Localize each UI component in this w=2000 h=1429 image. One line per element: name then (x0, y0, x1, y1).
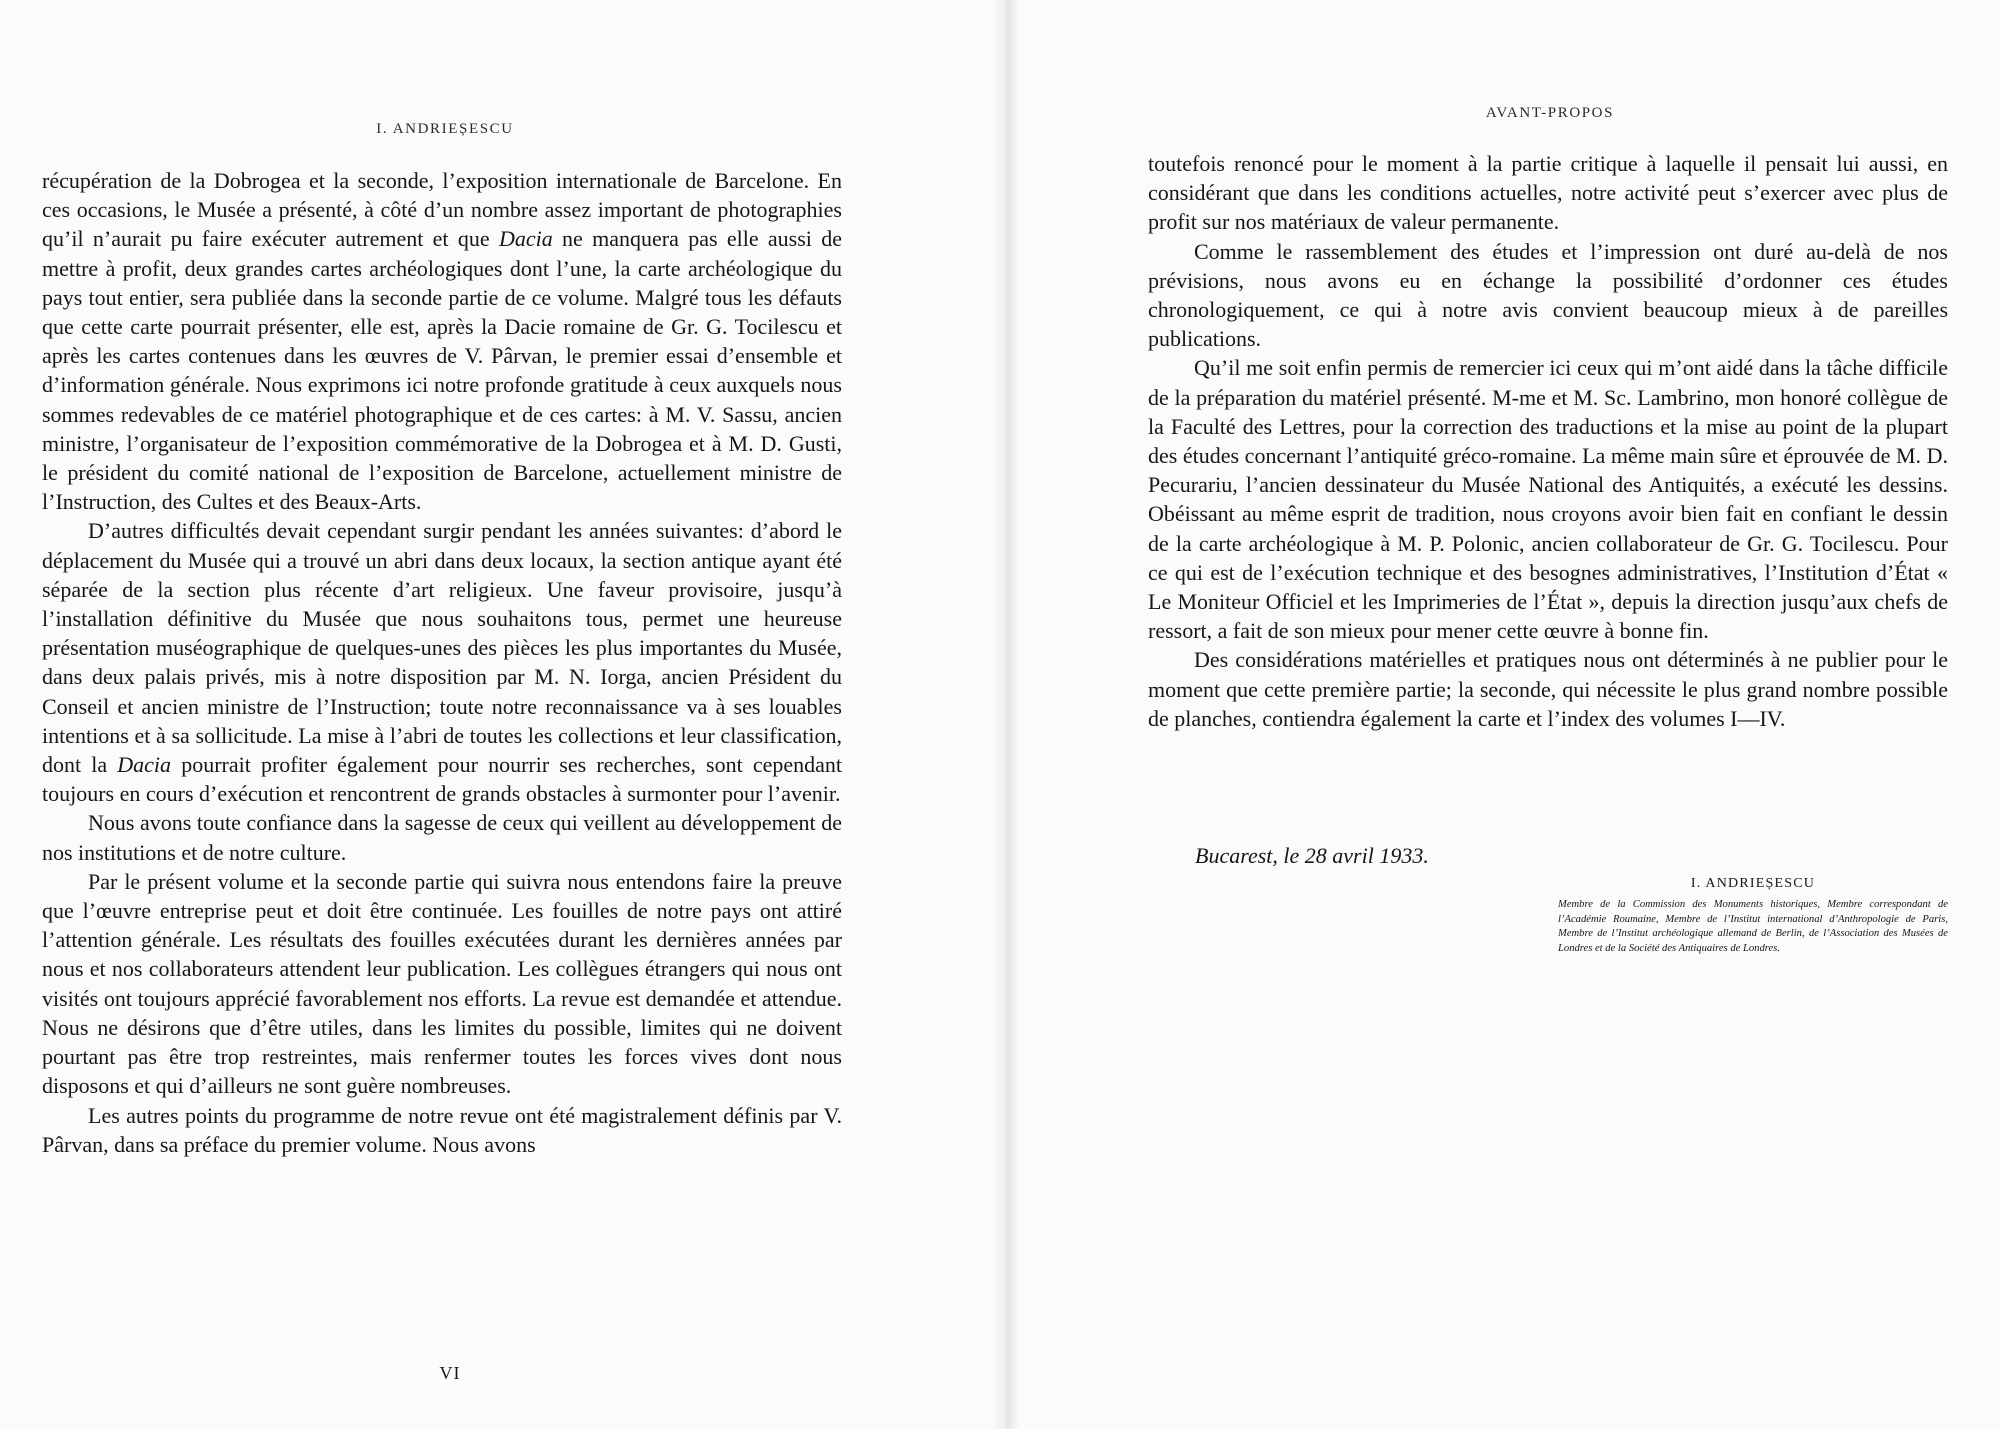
running-head-author: I. ANDRIEȘESCU (376, 121, 514, 137)
dateline: Bucarest, le 28 avril 1933. (1195, 843, 1429, 868)
right-page (1000, 0, 2000, 1429)
paragraph (42, 516, 842, 808)
paragraph: Les autres points du programme de notre revue ont été magistralement définis par V. Pârvan, dans sa préface du premier volume. Nous avons (42, 1102, 842, 1157)
page-number: VI (439, 1363, 461, 1383)
signature-credentials: Membre de la Commission des Monuments historiques, Membre correspondant de l’Académie Roumaine, Membre de l’Institut international d’Anthropologie de Paris, Membre de l’Institut archéologique allemand de Berlin, de l’Association des Musées de Londres et de la Société des Antiquaires de Londres. (1558, 899, 1948, 954)
text-run: récupération de la Dobrogea et la seconde, l’exposition internationale de Barcelone. En ces occasions, le Musée a présenté, à côté d’un nombre assez important de photographies qu’il n’aurait pu faire exécuter autrement et que (42, 168, 842, 252)
text-run: ne manquera pas elle aussi de mettre à profit, deux grandes cartes archéologiques dont l’une, la carte archéologique du pays tout entier, sera publiée dans la seconde partie de ce volume. Malgré tous les défauts que cette carte pourrait présenter, elle est, après la Dacie romaine de Gr. G. Tocilescu et après les cartes contenues dans les œuvres de V. Pârvan, le premier essai d’ensemble et d’information générale. Nous exprimons ici notre profonde gratitude à ceux auxquels nous sommes redevables de ce matériel photographique et de ces cartes: à M. V. Sassu, ancien ministre, l’organisateur de l’exposition commémorative de la Dobrogea et à M. D. Gusti, le président du comité national de l’exposition de Barcelone, actuellement ministre de l’Instruction, des Cultes et des Beaux-Arts. (42, 226, 843, 515)
signature-block (1558, 876, 1948, 956)
paragraph: Nous avons toute confiance dans la sagesse de ceux qui veillent au développement de nos institutions et de notre culture. (42, 810, 842, 865)
journal-title-italic: Dacia (498, 226, 553, 252)
paragraph: Qu’il me soit enfin permis de remercier ici ceux qui m’ont aidé dans la tâche difficile de la préparation du matériel présenté. M-me et M. Sc. Lambrino, mon honoré collègue de la Faculté des Lettres, pour la correction des traductions et la mise au point de la plupart des études concernant l’antiquité gréco-romaine. La même main sûre et éprouvée de M. D. Pecurariu, l’ancien dessinateur du Musée National des Antiquités, a exécuté les dessins. Obéissant au même esprit de tradition, nous croyons avoir bien fait en confiant le dessin de la carte archéologique à M. P. Polonic, ancien collaborateur de Gr. G. Tocilescu. Pour ce qui est de l’exécution technique et des besognes administratives, l’Institution d’État « Le Moniteur Officiel et les Imprimeries de l’État », depuis la direction jusqu’aux chefs de ressort, a fait de son mieux pour mener cette œuvre à bonne fin. (1148, 355, 1948, 644)
text-run: D’autres difficultés devait cependant surgir pendant les années suivantes: d’abord le déplacement du Musée qui a trouvé un abri dans deux locaux, la section antique ayant été séparée de la section plus récente d’art religieux. Une faveur provisoire, jusqu’à l’installation définitive du Musée que nous souhaitons tous, permet une heureuse présentation muséographique de quelques-unes des pièces les plus importantes du Musée, dans deux palais privés, mis à notre disposition par M. N. Iorga, ancien Président du Conseil et ancien ministre de l’Instruction; toute notre reconnaissance va à ses louables intentions et à sa sollicitude. La mise à l’abri de toutes les collections et leur classification, dont la (42, 518, 842, 778)
running-head-section: AVANT-PROPOS (1485, 105, 1615, 121)
paragraph: Par le présent volume et la seconde partie qui suivra nous entendons faire la preuve que l’œuvre entreprise peut et doit être continuée. Les fouilles de notre pays ont attiré l’attention générale. Les résultats des fouilles exécutées durant les dernières années par nous et nos collaborateurs attendent leur publication. Les collègues étrangers qui nous ont visités ont toujours apprécié favorablement nos efforts. La revue est demandée et attendue. Nous ne désirons que d’être utiles, dans les limites du possible, limites qui ne doivent pourtant pas être trop restreintes, mais renfermer toutes les forces vives dont nous disposons et qui d’ailleurs ne sont guère nombreuses. (42, 868, 842, 1099)
signature-name: I. ANDRIEȘESCU (1690, 876, 1816, 891)
journal-title-italic: Dacia (117, 752, 172, 778)
paragraph: Comme le rassemblement des études et l’impression ont duré au-delà de nos prévisions, nous avons eu en échange la possibilité d’ordonner ces études chronologiquement, ce qui à notre avis convient beaucoup mieux à de pareilles publications. (1148, 238, 1948, 352)
paragraph: Des considérations matérielles et pratiques nous ont déterminés à ne publier pour le moment que cette première partie; la seconde, qui nécessite le plus grand nombre possible de planches, contiendra également la carte et l’index des volumes I—IV. (1148, 647, 1948, 731)
text-run: pourrait profiter également pour nourrir ses recherches, sont cependant toujours en cours d’exécution et rencontrent de grands obstacles à surmonter pour l’avenir. (42, 752, 842, 807)
right-page-body (1148, 149, 1948, 733)
paragraph: toutefois renoncé pour le moment à la partie critique à laquelle il pensait lui aussi, en considérant que dans les conditions actuelles, notre activité peut s’exercer avec plus de profit sur nos matériaux de valeur permanente. (1148, 151, 1948, 235)
left-page-body (42, 166, 842, 1159)
paragraph (42, 166, 842, 516)
